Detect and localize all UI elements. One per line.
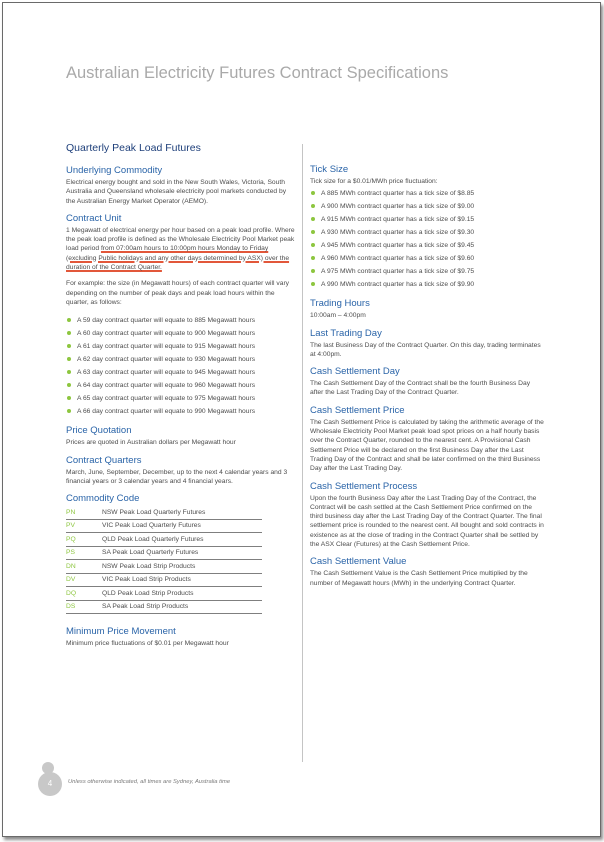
underlying-commodity-heading: Underlying Commodity [66, 165, 163, 176]
product-cell: QLD Peak Load Quarterly Futures [102, 533, 262, 547]
column-divider [302, 144, 303, 762]
list-item: A 66 day contract quarter will equate to 990 Megawatt hours [66, 405, 296, 418]
product-cell: SA Peak Load Quarterly Futures [102, 546, 262, 560]
code-cell: DV [66, 573, 102, 587]
list-item: A 885 MWh contract quarter has a tick size of $8.85 [310, 187, 545, 200]
price-quotation-text: Prices are quoted in Australian dollars per Megawatt hour [66, 439, 236, 447]
last-trading-day-heading: Last Trading Day [310, 327, 382, 339]
list-item: A 900 MWh contract quarter has a tick size of $9.00 [310, 200, 545, 213]
product-cell: QLD Peak Load Strip Products [102, 587, 262, 601]
list-item: A 960 MWh contract quarter has a tick size of $9.60 [310, 252, 545, 265]
last-trading-day-text: The last Business Day of the Contract Quarter. On this day, trading terminates at 4:00pm. [310, 341, 541, 358]
cash-settlement-day-text: The Cash Settlement Day of the Contract shall be the fourth Business Day after the Last Trading Day of the Contract Quarter. [310, 380, 531, 397]
table-row [66, 587, 262, 601]
list-item: A 59 day contract quarter will equate to 885 Megawatt hours [66, 314, 296, 327]
list-item: A 945 MWh contract quarter has a tick size of $9.45 [310, 239, 545, 252]
trading-hours-text: 10:00am – 4:00pm [310, 312, 366, 320]
contract-unit-highlight: from 07:00am hours to 10:00pm hours Monday to Friday (excluding Public holidays and any other days determined by ASX) over the duration of the Contract Quarter. [66, 245, 290, 272]
list-item: A 62 day contract quarter will equate to 930 Megawatt hours [66, 353, 296, 366]
contract-unit-text [66, 226, 296, 272]
document-title: Australian Electricity Futures Contract Specifications [66, 64, 449, 82]
cash-settlement-price-text: The Cash Settlement Price is calculated by taking the arithmetic average of the Wholesale Electricity Pool Market peak load spot prices on a half hourly basis over the Contract Quarter, rounded to the nearest cent. A Provisional Cash Settlement Price will be declared on the first Business Day after the Last Trading Day of the Contract and shall be later confirmed on the third Business Day after the Last Trading Day. [310, 418, 544, 473]
cash-settlement-process-text: Upon the fourth Business Day after the Last Trading Day of the Contract, the Contract will be cash settled at the Cash Settlement Price confirmed on the third business day after the Last Trading Day of the Contract Quarter. The final settlement price is rounded to the nearest cent. All bought and sold contracts in existence as at the close of trading in the Contract Quarter shall be settled by the ASX Clear (Futures) at the Cash Settlement Price. [310, 494, 544, 549]
tick-size-intro: Tick size for a $0.01/MWh price fluctuation: [310, 178, 438, 185]
price-quotation-heading: Price Quotation [66, 425, 132, 437]
table-row [66, 506, 262, 519]
list-item: A 975 MWh contract quarter has a tick size of $9.75 [310, 265, 545, 278]
footnote: Unless otherwise indicated, all times are Sydney, Australia time [68, 779, 231, 785]
list-item: A 930 MWh contract quarter has a tick size of $9.30 [310, 226, 545, 239]
contract-quarters-text: March, June, September, December, up to the next 4 calendar years and 3 financial years or 3 calendar years and 4 financial years. [66, 468, 288, 485]
table-row [66, 519, 262, 533]
code-cell: PN [66, 506, 102, 519]
list-item: A 990 MWh contract quarter has a tick size of $9.90 [310, 278, 545, 291]
commodity-code-heading: Commodity Code [66, 493, 140, 505]
contract-unit-heading: Contract Unit [66, 212, 122, 224]
minimum-price-text: Minimum price fluctuations of $0.01 per Megawatt hour [66, 640, 229, 648]
cash-settlement-process-heading: Cash Settlement Process [310, 480, 418, 492]
contract-unit-text-plain: 1 Megawatt of electrical energy per hour based on a peak load profile. Where the peak load profile is defined as the Wholesale Electricity Pool Market peak load period [66, 226, 295, 253]
underlying-commodity-text: Electrical energy bought and sold in the New South Wales, Victoria, South Australia and Queensland wholesale electricity pool markets conducted by the Australian Energy Market Operator (AEMO). [66, 179, 287, 205]
product-cell: VIC Peak Load Quarterly Futures [102, 519, 262, 533]
code-cell: PS [66, 546, 102, 560]
product-cell: NSW Peak Load Quarterly Futures [102, 506, 262, 519]
minimum-price-heading: Minimum Price Movement [66, 626, 176, 638]
list-item: A 64 day contract quarter will equate to 960 Megawatt hours [66, 379, 296, 392]
table-row [66, 546, 262, 560]
code-cell: DN [66, 560, 102, 574]
contract-unit-example: For example: the size (in Megawatt hours) of each contract quarter will vary depending on the number of peak days and peak load hours within the quarter, as follows: [66, 280, 290, 306]
list-item: A 60 day contract quarter will equate to 900 Megawatt hours [66, 327, 296, 340]
right-column [310, 164, 545, 595]
list-item: A 915 MWh contract quarter has a tick size of $9.15 [310, 213, 545, 226]
code-cell: DS [66, 600, 102, 614]
trading-hours-heading: Trading Hours [310, 298, 370, 310]
product-cell: SA Peak Load Strip Products [102, 600, 262, 614]
code-cell: PQ [66, 533, 102, 547]
contract-unit-list [66, 314, 296, 418]
cash-settlement-price-heading: Cash Settlement Price [310, 404, 405, 416]
cash-settlement-value-text: The Cash Settlement Value is the Cash Settlement Price multiplied by the number of Megawatt hours (MWh) in the underlying Contract Quarter. [310, 570, 528, 587]
contract-quarters-heading: Contract Quarters [66, 454, 142, 466]
product-cell: NSW Peak Load Strip Products [102, 560, 262, 574]
commodity-code-table [66, 506, 262, 614]
page-number: 4 [38, 772, 62, 796]
product-cell: VIC Peak Load Strip Products [102, 573, 262, 587]
table-row [66, 533, 262, 547]
cash-settlement-value-heading: Cash Settlement Value [310, 556, 407, 568]
list-item: A 63 day contract quarter will equate to 945 Megawatt hours [66, 366, 296, 379]
tick-size-list [310, 187, 545, 291]
left-column [66, 142, 296, 655]
code-cell: DQ [66, 587, 102, 601]
code-cell: PV [66, 519, 102, 533]
list-item: A 61 day contract quarter will equate to 915 Megawatt hours [66, 340, 296, 353]
list-item: A 65 day contract quarter will equate to 975 Megawatt hours [66, 392, 296, 405]
table-row [66, 600, 262, 614]
section-title: Quarterly Peak Load Futures [66, 142, 201, 154]
tick-size-heading: Tick Size [310, 164, 349, 175]
table-row [66, 560, 262, 574]
table-row [66, 573, 262, 587]
cash-settlement-day-heading: Cash Settlement Day [310, 366, 400, 378]
